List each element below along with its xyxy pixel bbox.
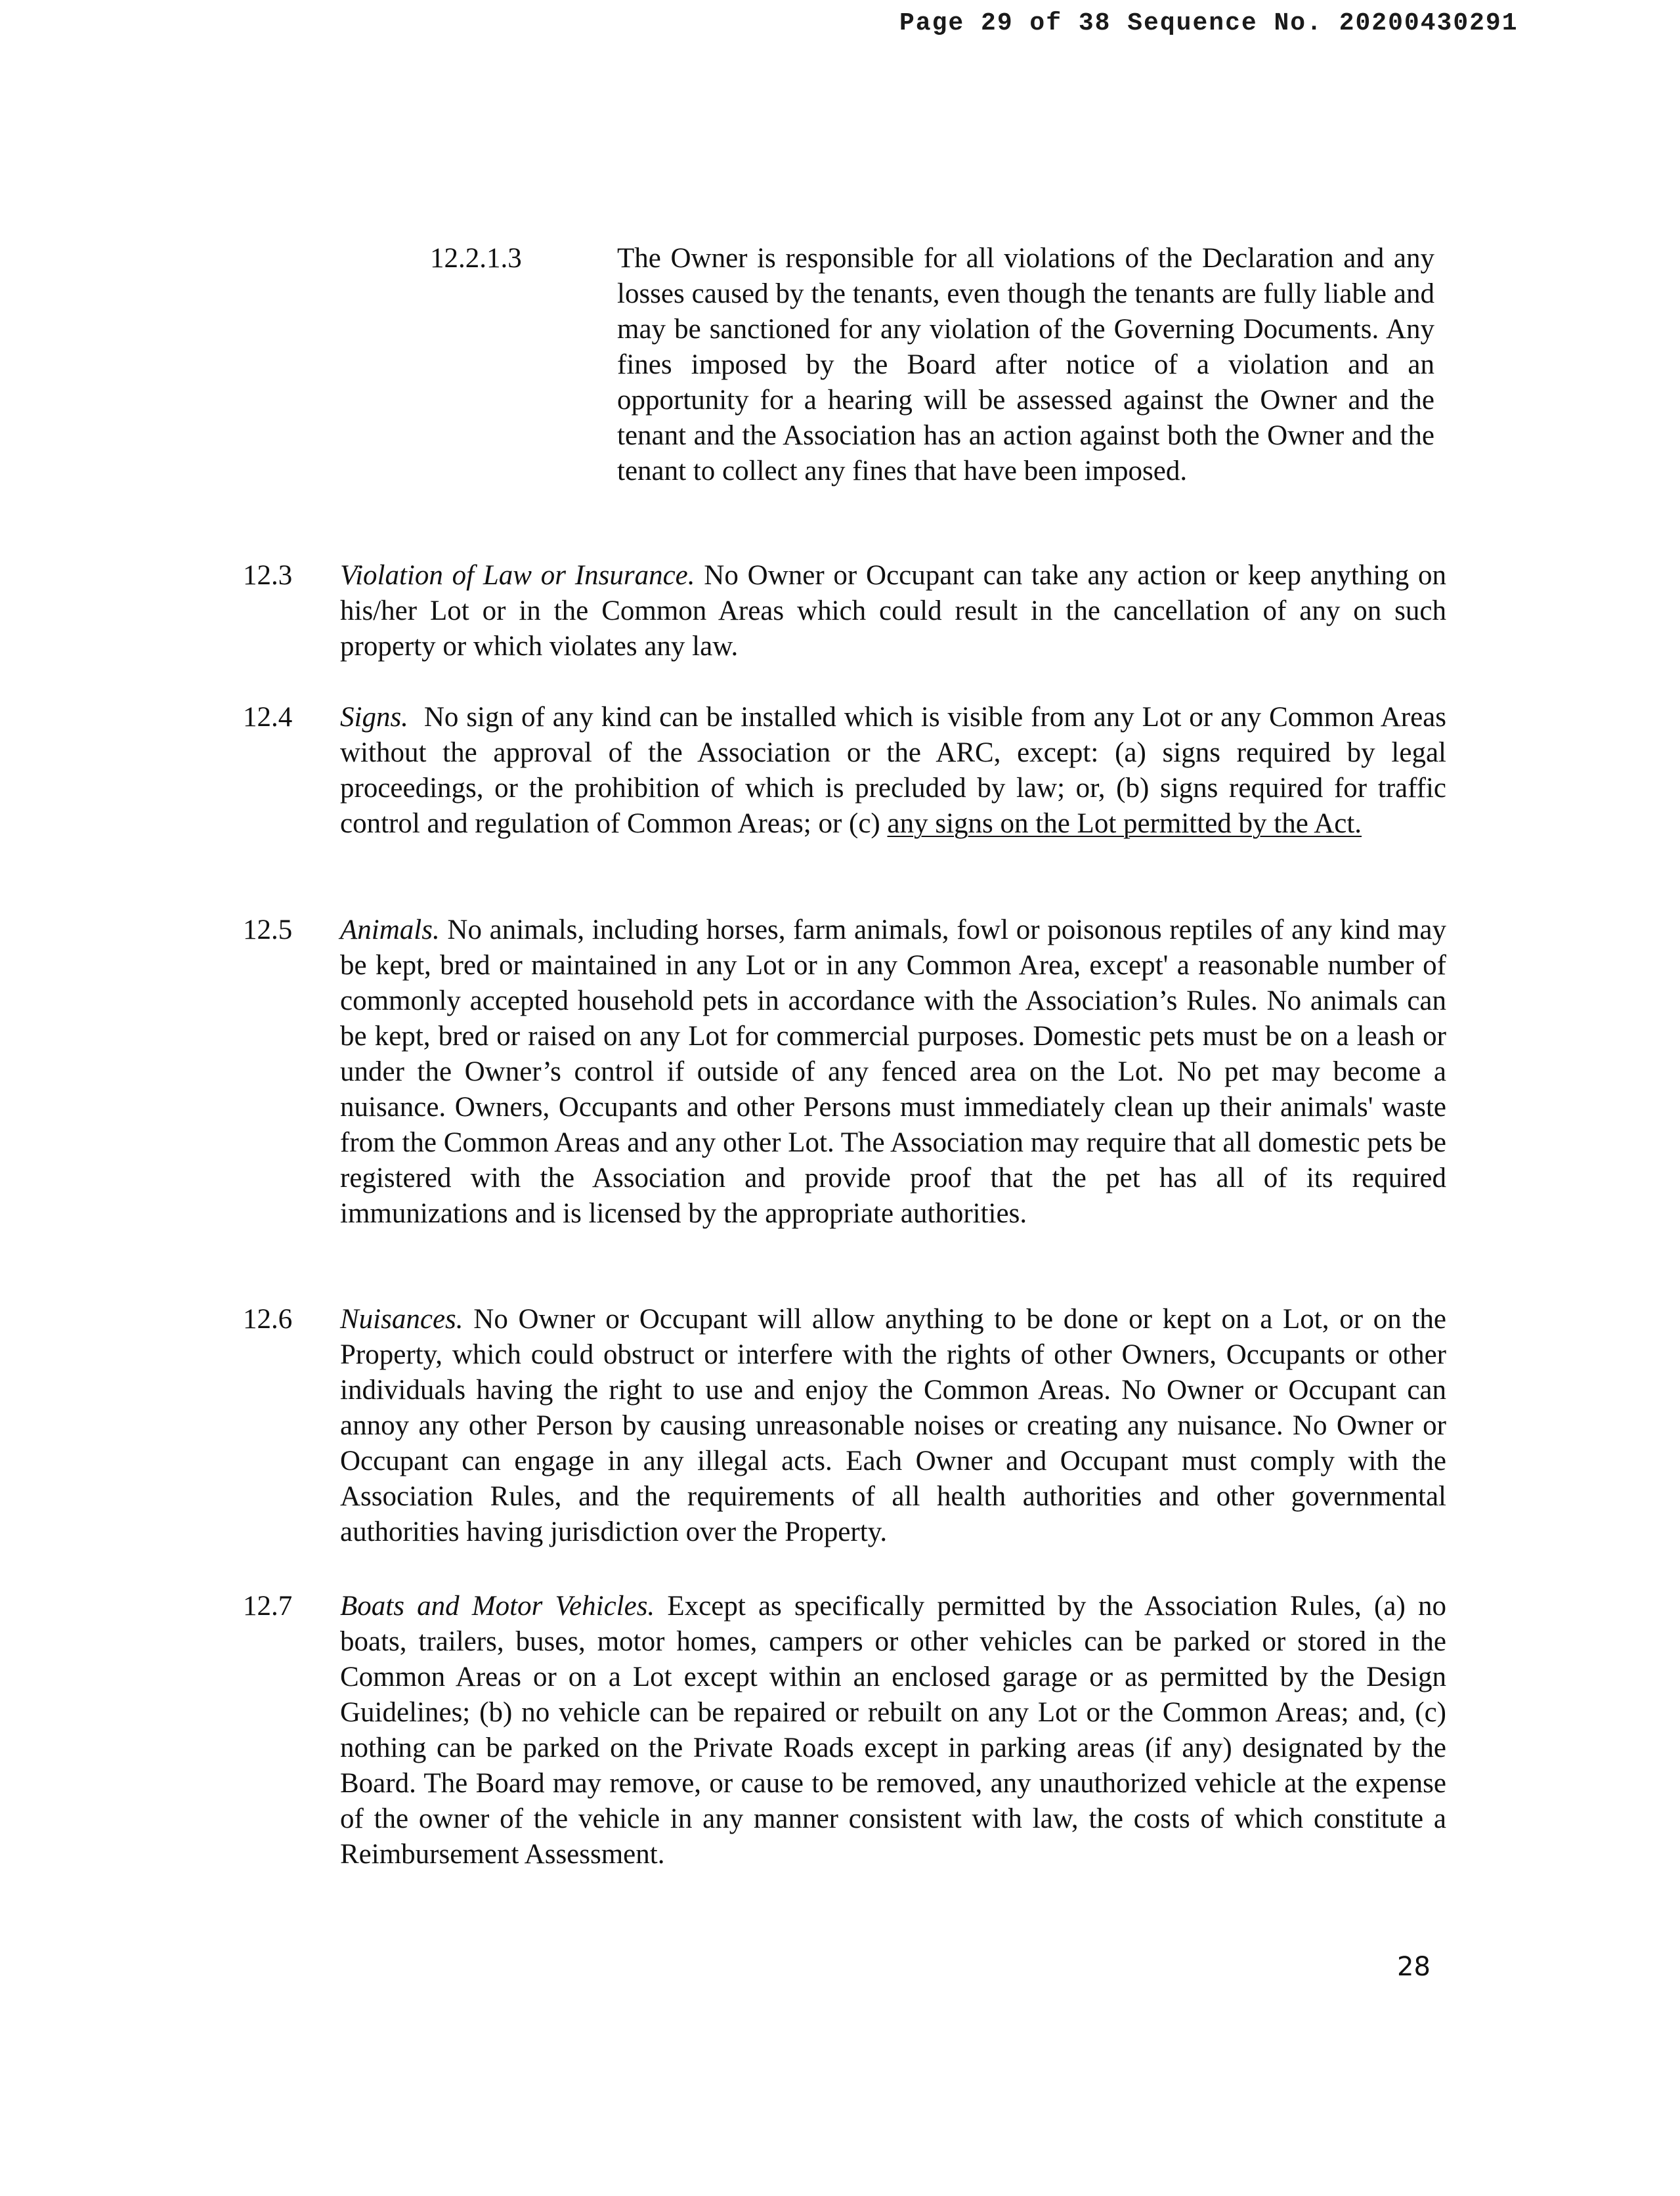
section-text: [340, 700, 1446, 842]
underlined-amendment: any signs on the Lot permitted by the Act.: [887, 808, 1362, 839]
section-heading: Violation of Law or Insurance.: [340, 560, 695, 591]
section-number: 12.5: [243, 915, 293, 945]
section-body: No animals, including horses, farm animals, fowl or poisonous reptiles of any kind may be kept, bred or maintained in any Lot or in any Common Area, except' a reasonable number of commonly accepted household pets in accordance with the Association’s Rules. No animals can be kept, bred or raised on any Lot for commercial purposes. Domestic pets must be on a leash or under the Owner’s control if outside of any fenced area on the Lot. No pet may become a nuisance. Owners, Occupants and other Persons must immediately clean up their animals' waste from the Common Areas and any other Lot. The Association may require that all domestic pets be registered with the Association and provide proof that the pet has all of its required immunizations and is licensed by the appropriate authorities.: [340, 915, 1447, 1229]
section-heading: Animals.: [340, 915, 440, 945]
section-number: 12.6: [243, 1304, 293, 1335]
section-text: [340, 1302, 1446, 1550]
section-body: No Owner or Occupant will allow anything to be done or kept on a Lot, or on the Property, which could obstruct or interfere with the rights of other Owners, Occupants or other individuals having the right to use and enjoy the Common Areas. No Owner or Occupant can annoy any other Person by causing unreasonable noises or creating any nuisance. No Owner or Occupant can engage in any illegal acts. Each Owner and Occupant must comply with the Association Rules, and the requirements of all health authorities and other governmental authorities having jurisdiction over the Property.: [340, 1304, 1447, 1547]
page-header: Page 29 of 38 Sequence No. 20200430291: [899, 9, 1518, 37]
section-heading: Signs.: [340, 702, 408, 733]
section-number: 12.4: [243, 702, 293, 733]
section-number: 12.2.1.3: [430, 243, 522, 274]
section-body: Except as specifically permitted by the Association Rules, (a) no boats, trailers, buses, motor homes, campers or other vehicles can be parked or stored in the Common Areas or on a Lot except within an enclosed garage or as permitted by the Design Guidelines; (b) no vehicle can be repaired or rebuilt on any Lot or the Common Areas; and, (c) nothing can be parked on the Private Roads except in parking areas (if any) designated by the Board. The Board may remove, or cause to be removed, any unauthorized vehicle at the expense of the owner of the vehicle in any manner consistent with law, the costs of which constitute a Reimbursement Assessment.: [340, 1591, 1446, 1870]
section-number: 12.3: [243, 560, 293, 591]
section-body: The Owner is responsible for all violations of the Declaration and any losses caused by the tenants, even though the tenants are fully liable and may be sanctioned for any violation of the Governing Documents. Any fines imposed by the Board after notice of a violation and an opportunity for a hearing will be assessed against the Owner and the tenant and the Association has an action against both the Owner and the tenant to collect any fines that have been imposed.: [617, 243, 1434, 486]
section-text: [340, 558, 1446, 664]
section-text: [340, 913, 1446, 1232]
section-body: No Owner or Occupant can take any action or keep anything on his/her Lot or in the Common Areas which could result in the cancellation of any on such property or which violates any law.: [340, 560, 1446, 662]
section-text: [340, 1589, 1446, 1872]
section-heading: Boats and Motor Vehicles.: [340, 1591, 655, 1622]
section-body: No sign of any kind can be installed which is visible from any Lot or any Common Areas without the approval of the Association or the ARC, except: (a) signs required by legal proceedings, or the prohibition of which is precluded by law; or, (b) signs required for traffic control and regulation of Common Areas; or (c): [340, 702, 1447, 839]
page-number: 28: [1397, 1952, 1431, 1982]
section-number: 12.7: [243, 1591, 293, 1622]
section-heading: Nuisances.: [340, 1304, 463, 1335]
